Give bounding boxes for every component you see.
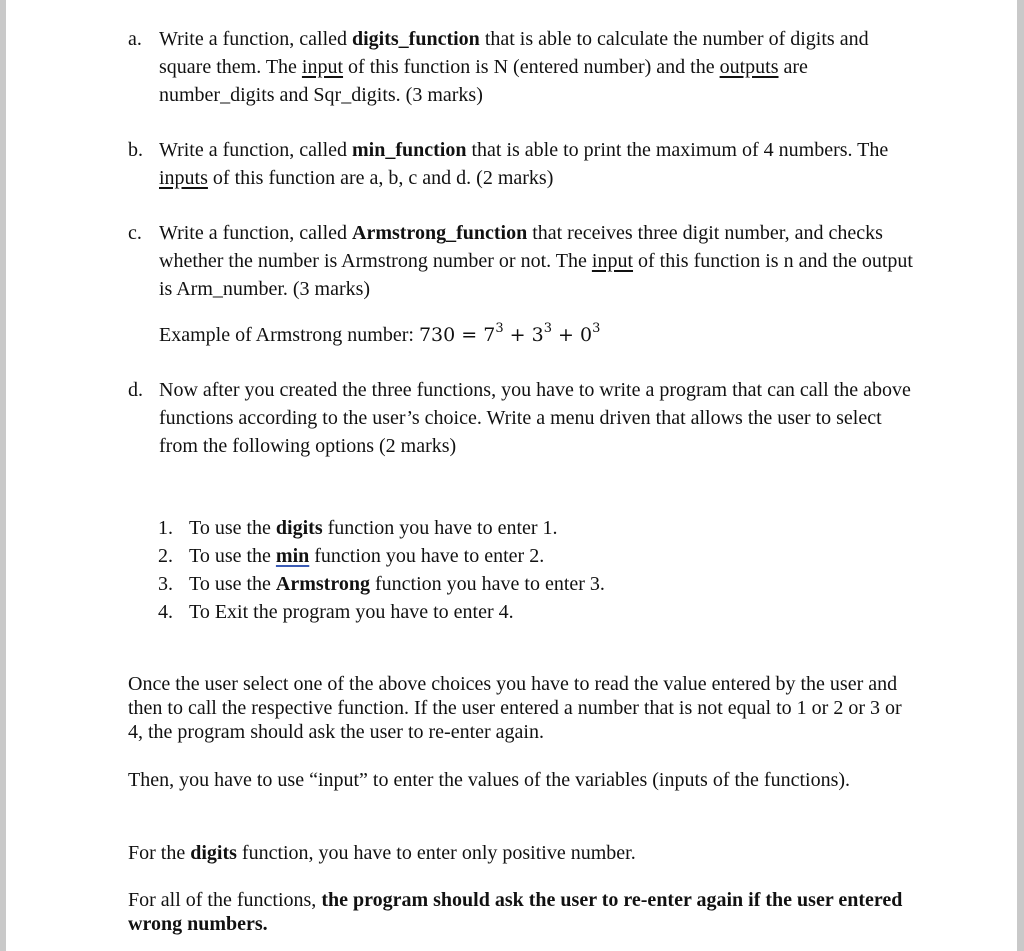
question-a [128,25,918,109]
function-name-min: min_function [352,139,467,161]
menu-option-3: 3. To use the Armstrong function you have to enter 3. [158,573,605,595]
question-a-marker: a. [128,28,142,50]
armstrong-example: Example of Armstrong number: $730 = 7^3 + 3^3 + 0^3$ [159,320,601,346]
question-b-marker: b. [128,139,143,161]
question-b-text: Write a function, called min_function that is able to print the maximum of 4 numbers. The inputs of this function are a, b, c and d. (2 marks) [159,139,889,189]
function-name-digits: digits_function [352,28,480,50]
question-a-text: Write a function, called digits_function that is able to calculate the number of digits and square them. The input of this function is N (entered number) and the outputs are number_digits and Sqr_digits. (3 marks) [159,28,869,106]
question-d [128,376,918,460]
paragraph-choice-handling: Once the user select one of the above choices you have to read the value entered by the user and then to call the respective function. If the user entered a number that is not equal to 1 or 2 or 3 or 4, the program should ask the user to re-enter again. [128,673,902,743]
paragraph-input-usage: Then, you have to use “input” to enter the values of the variables (inputs of the functions). [128,769,851,791]
paragraph-digits-positive: For the digits function, you have to enter only positive number. [128,842,636,864]
question-d-marker: d. [128,379,143,401]
question-d-text: Now after you created the three functions, you have to write a program that can call the above functions according to the user’s choice. Write a menu driven that allows the user to select from the following options (2 marks) [159,379,911,457]
question-c-marker: c. [128,222,142,244]
menu-option-2: 2. To use the min function you have to enter 2. [158,545,545,567]
question-c [128,219,918,349]
menu-option-1: 1. To use the digits function you have to enter 1. [158,517,558,539]
question-c-text: Write a function, called Armstrong_function that receives three digit number, and checks whether the number is Armstrong number or not. The input of this function is n and the output is Arm_number. (3 marks) [159,222,913,300]
menu-option-4: 4. To Exit the program you have to enter 4. [158,601,514,623]
question-b [128,136,918,192]
paragraph-re-enter: For all of the functions, the program should ask the user to re-enter again if the user entered wrong numbers. [128,889,903,935]
function-name-armstrong: Armstrong_function [352,222,528,244]
